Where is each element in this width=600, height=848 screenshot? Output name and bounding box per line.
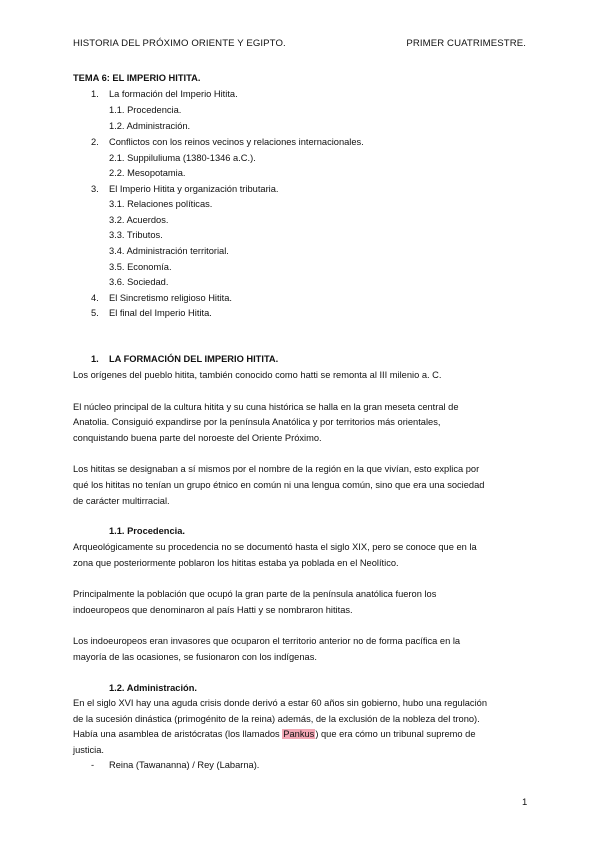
toc-subitem: 3.6. Sociedad. <box>109 277 169 287</box>
highlighted-term: Pankus <box>283 729 315 739</box>
paragraph-line: El núcleo principal de la cultura hitita y su cuna histórica se halla en la gran meseta central de <box>73 402 459 412</box>
toc-subitem: 3.1. Relaciones políticas. <box>109 199 213 209</box>
toc-item-number: 3. <box>91 184 99 194</box>
header-course-title: HISTORIA DEL PRÓXIMO ORIENTE Y EGIPTO. <box>73 38 286 49</box>
toc-subitem: 1.2. Administración. <box>109 121 191 131</box>
text-span: Había una asamblea de aristócratas (los llamados <box>73 729 283 739</box>
toc-item: El Imperio Hitita y organización tributaria. <box>109 184 279 194</box>
paragraph-line: conquistando buena parte del noroeste del Oriente Próximo. <box>73 433 322 443</box>
toc-item: Conflictos con los reinos vecinos y relaciones internacionales. <box>109 137 364 147</box>
subsection-heading: 1.1. Procedencia. <box>109 526 185 536</box>
paragraph-line: de carácter multirracial. <box>73 496 170 506</box>
paragraph-line: zona que posteriormente poblaron los hititas estaba ya poblada en el Neolítico. <box>73 558 399 568</box>
bullet-dash: - <box>91 760 95 770</box>
header-term: PRIMER CUATRIMESTRE. <box>406 38 526 49</box>
toc-subitem: 3.3. Tributos. <box>109 230 163 240</box>
paragraph-line: Los orígenes del pueblo hitita, también conocido como hatti se remonta al III milenio a. C. <box>73 370 442 380</box>
section-number: 1. <box>91 354 99 364</box>
page-number: 1 <box>522 797 528 808</box>
toc-item-number: 2. <box>91 137 99 147</box>
paragraph-line: de la sucesión dinástica (primogénito de la reina) además, de la exclusión de la nobleza del trono). <box>73 714 480 724</box>
paragraph-line <box>73 728 476 740</box>
toc-item: La formación del Imperio Hitita. <box>109 89 238 99</box>
text-span: ) que era cómo un tribunal supremo de <box>315 729 476 739</box>
section-heading: LA FORMACIÓN DEL IMPERIO HITITA. <box>109 354 279 364</box>
subsection-heading: 1.2. Administración. <box>109 683 197 693</box>
toc-subitem: 2.1. Suppiluliuma (1380-1346 a.C.). <box>109 153 256 163</box>
paragraph-line: Principalmente la población que ocupó la gran parte de la península anatólica fueron los <box>73 589 437 599</box>
paragraph-line: mayoría de las ocasiones, se fusionaron con los indígenas. <box>73 652 317 662</box>
paragraph-line: justicia. <box>73 745 105 755</box>
paragraph-line: qué los hititas no tenían un grupo étnico en común ni una lengua común, sino que era una sociedad <box>73 480 485 490</box>
toc-title: TEMA 6: EL IMPERIO HITITA. <box>73 73 201 83</box>
toc-subitem: 2.2. Mesopotamia. <box>109 168 186 178</box>
paragraph-line: indoeuropeos que denominaron al país Hatti y se nombraron hititas. <box>73 605 353 615</box>
bullet-item: Reina (Tawananna) / Rey (Labarna). <box>109 760 260 770</box>
toc-subitem: 1.1. Procedencia. <box>109 105 182 115</box>
toc-item-number: 1. <box>91 89 99 99</box>
toc-item: El Sincretismo religioso Hitita. <box>109 293 232 303</box>
toc-subitem: 3.2. Acuerdos. <box>109 215 169 225</box>
paragraph-line: Los hititas se designaban a sí mismos por el nombre de la región en la que vivían, esto explica por <box>73 464 480 474</box>
paragraph-line: Los indoeuropeos eran invasores que ocuparon el territorio anterior no de forma pacífica en la <box>73 636 461 646</box>
toc-item-number: 5. <box>91 308 99 318</box>
toc-subitem: 3.5. Economía. <box>109 262 172 272</box>
paragraph-line: En el siglo XVI hay una aguda crisis donde derivó a estar 60 años sin gobierno, hubo una regulación <box>73 698 487 708</box>
toc-item: El final del Imperio Hitita. <box>109 308 212 318</box>
toc-item-number: 4. <box>91 293 99 303</box>
toc-subitem: 3.4. Administración territorial. <box>109 246 229 256</box>
paragraph-line: Anatolia. Consiguió expandirse por la península Anatólica y por territorios más orientales, <box>73 417 441 427</box>
paragraph-line: Arqueológicamente su procedencia no se documentó hasta el siglo XIX, pero se conoce que en la <box>73 542 477 552</box>
